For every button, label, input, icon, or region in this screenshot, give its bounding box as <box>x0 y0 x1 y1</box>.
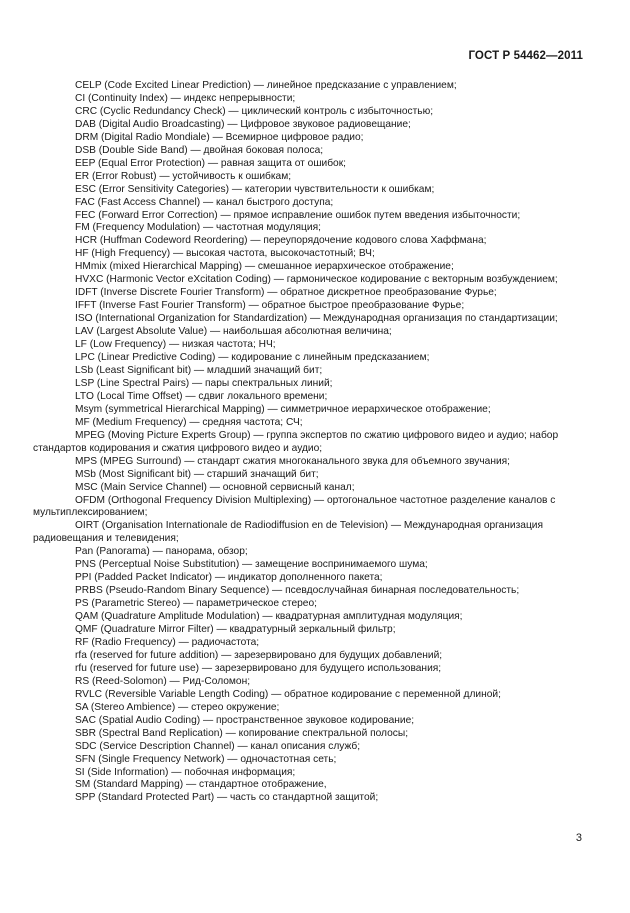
abbreviation-entry: LTO (Local Time Offset) — сдвиг локального времени; <box>75 390 328 402</box>
abbreviation-entry: ISO (International Organization for Standardization) — Международная организация по стандартизации; <box>75 313 558 325</box>
abbreviation-entry: OFDM (Orthogonal Frequency Division Multiplexing) — ортогональное частотное разделение каналов с мультиплексированием; <box>33 494 556 519</box>
abbreviation-entry: HF (High Frequency) — высокая частота, высокочастотный; ВЧ; <box>75 248 375 260</box>
abbreviation-entry: Msym (symmetrical Hierarchical Mapping) — симметричное иерархическое отображение; <box>75 403 491 415</box>
abbreviation-entry: EEP (Equal Error Protection) — равная защита от ошибок; <box>75 157 346 169</box>
page-number: 3 <box>575 832 582 844</box>
abbreviation-entry: SI (Side Information) — побочная информация; <box>75 766 296 778</box>
abbreviation-entry: IDFT (Inverse Discrete Fourier Transform) — обратное дискретное преобразование Фурье; <box>75 287 497 299</box>
abbreviation-entry: SA (Stereo Ambience) — стерео окружение; <box>75 701 280 713</box>
abbreviation-entry: DSB (Double Side Band) — двойная боковая полоса; <box>75 144 324 156</box>
abbreviation-entry: MSC (Main Service Channel) — основной сервисный канал; <box>75 481 355 493</box>
abbreviation-entry: MPEG (Moving Picture Experts Group) — группа экспертов по сжатию цифрового видео и аудио; набор стандартов кодирования и сжатия цифрового видео и аудио; <box>33 429 559 454</box>
abbreviation-entry: QAM (Quadrature Amplitude Modulation) — квадратурная амплитудная модуляция; <box>75 611 463 623</box>
abbreviation-entry: MSb (Most Significant bit) — старший значащий бит; <box>75 468 319 480</box>
abbreviation-entry: rfu (reserved for future use) — зарезервировано для будущего использования; <box>75 662 442 674</box>
abbreviation-entry: LSb (Least Significant bit) — младший значащий бит; <box>75 364 323 376</box>
abbreviation-entry: FAC (Fast Access Channel) — канал быстрого доступа; <box>75 196 334 208</box>
abbreviation-entry: OIRT (Organisation Internationale de Radiodiffusion en de Television) — Международная организация радиовещания и телевидения; <box>33 520 544 545</box>
abbreviation-entry: SPP (Standard Protected Part) — часть со стандартной защитой; <box>75 792 379 804</box>
abbreviation-entry: LSP (Line Spectral Pairs) — пары спектральных линий; <box>75 377 333 389</box>
abbreviation-entry: IFFT (Inverse Fast Fourier Transform) — обратное быстрое преобразование Фурье; <box>75 300 465 312</box>
abbreviation-entry: PPI (Padded Packet Indicator) — индикатор дополненного пакета; <box>75 572 383 584</box>
document-header: ГОСТ Р 54462—2011 <box>468 50 583 62</box>
abbreviations-list <box>33 80 585 805</box>
abbreviation-entry: PNS (Perceptual Noise Substitution) — замещение воспринимаемого шума; <box>75 559 428 571</box>
abbreviation-entry: SAC (Spatial Audio Coding) — пространственное звуковое кодирование; <box>75 714 415 726</box>
abbreviation-entry: FM (Frequency Modulation) — частотная модуляция; <box>75 222 321 234</box>
abbreviation-entry: SFN (Single Frequency Network) — одночастотная сеть; <box>75 753 337 765</box>
abbreviation-entry: DRM (Digital Radio Mondiale) — Всемирное цифровое радио; <box>75 131 364 143</box>
abbreviation-entry: SBR (Spectral Band Replication) — копирование спектральной полосы; <box>75 727 409 739</box>
abbreviation-entry: ESC (Error Sensitivity Categories) — категории чувствительности к ошибкам; <box>75 183 435 195</box>
abbreviation-entry: ER (Error Robust) — устойчивость к ошибкам; <box>75 170 292 182</box>
abbreviation-entry: rfa (reserved for future addition) — зарезервировано для будущих добавлений; <box>75 649 443 661</box>
abbreviation-entry: PRBS (Pseudo-Random Binary Sequence) — псевдослучайная бинарная последовательность; <box>75 585 520 597</box>
abbreviation-entry: SM (Standard Mapping) — стандартное отображение, <box>75 779 327 791</box>
abbreviation-entry: QMF (Quadrature Mirror Filter) — квадратурный зеркальный фильтр; <box>75 624 396 636</box>
abbreviation-entry: MF (Medium Frequency) — средняя частота; СЧ; <box>75 416 303 428</box>
abbreviation-entry: FEC (Forward Error Correction) — прямое исправление ошибок путем введения избыточности; <box>75 209 521 221</box>
abbreviation-entry: DAB (Digital Audio Broadcasting) — Цифровое звуковое радиовещание; <box>75 118 411 130</box>
abbreviation-entry: RVLC (Reversible Variable Length Coding) — обратное кодирование с переменной длиной; <box>75 688 501 700</box>
abbreviation-entry: HMmix (mixed Hierarchical Mapping) — смешанное иерархическое отображение; <box>75 261 454 273</box>
abbreviation-entry: CI (Continuity Index) — индекс непрерывности; <box>75 92 296 104</box>
abbreviation-entry: LPC (Linear Predictive Coding) — кодирование с линейным предсказанием; <box>75 352 430 364</box>
abbreviation-entry: RF (Radio Frequency) — радиочастота; <box>75 636 260 648</box>
abbreviation-entry: SDC (Service Description Channel) — канал описания служб; <box>75 740 361 752</box>
abbreviation-entry: PS (Parametric Stereo) — параметрическое стерео; <box>75 598 317 610</box>
abbreviation-entry: Pan (Panorama) — панорама, обзор; <box>75 546 248 558</box>
abbreviation-entry: LAV (Largest Absolute Value) — наибольшая абсолютная величина; <box>75 326 392 338</box>
abbreviation-entry: HCR (Huffman Codeword Reordering) — переупорядочение кодового слова Хаффмана; <box>75 235 487 247</box>
abbreviation-entry: LF (Low Frequency) — низкая частота; НЧ; <box>75 339 276 351</box>
abbreviation-entry: CELP (Code Excited Linear Prediction) — линейное предсказание с управлением; <box>75 80 457 91</box>
abbreviation-entry: CRC (Cyclic Redundancy Check) — циклический контроль с избыточностью; <box>75 105 434 117</box>
abbreviation-entry: HVXC (Harmonic Vector eXcitation Coding) — гармоническое кодирование с векторным возбуждением; <box>75 274 558 286</box>
abbreviation-entry: MPS (MPEG Surround) — стандарт сжатия многоканального звука для объемного звучания; <box>75 455 510 467</box>
abbreviation-entry: RS (Reed-Solomon) — Рид-Соломон; <box>75 675 251 687</box>
